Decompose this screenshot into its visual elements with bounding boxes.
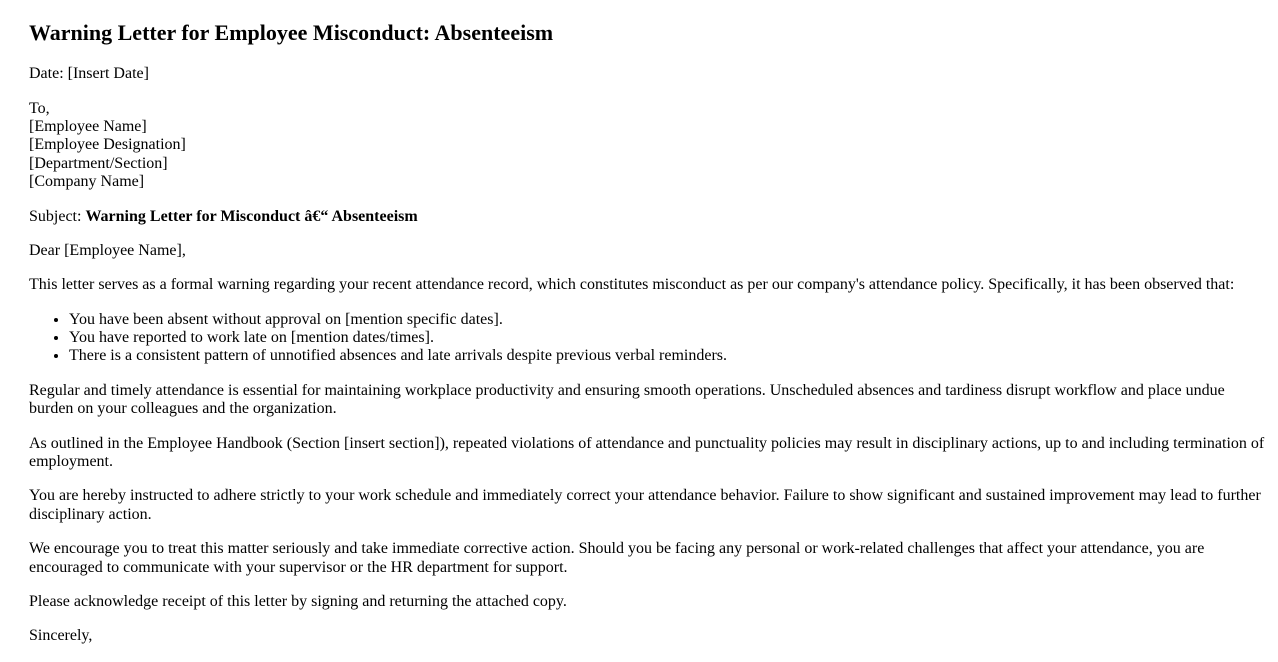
date-line: Date: [Insert Date]: [29, 65, 149, 83]
bullet-item-absent: • You have been absent without approval on [mention specific dates].: [69, 311, 1266, 329]
bullet-item-late: • You have reported to work late on [mention dates/times].: [69, 329, 1266, 347]
document-page: [29, 21, 1266, 646]
paragraph-attendance-importance: Regular and timely attendance is essential for maintaining workplace productivity and ensuring smooth operations. Unscheduled absences and tardiness disrupt workflow and place undue burden on your colleagues and the organization.: [29, 381, 1225, 418]
subject-label: Subject:: [29, 207, 86, 225]
paragraph-encouragement: We encourage you to treat this matter seriously and take immediate corrective action. Should you be facing any personal or work-related challenges that affect your attendance, you are encouraged to communicate with your supervisor or the HR department for support.: [29, 540, 1205, 576]
recipient-line-to: To,: [29, 99, 50, 117]
recipient-block: [29, 100, 1266, 192]
recipient-line-name: [Employee Name]: [29, 117, 147, 135]
recipient-line-designation: [Employee Designation]: [29, 136, 186, 154]
paragraph-acknowledge: Please acknowledge receipt of this letter by signing and returning the attached copy.: [29, 593, 567, 610]
recipient-line-department: [Department/Section]: [29, 154, 168, 172]
recipient-line-company: [Company Name]: [29, 173, 145, 191]
intro-paragraph: This letter serves as a formal warning regarding your recent attendance record, which constitutes misconduct as per our company's attendance policy. Specifically, it has been observed that:: [29, 276, 1235, 294]
subject-text: Warning Letter for Misconduct â€“ Absenteeism: [85, 207, 418, 225]
bullet-item-pattern: • There is a consistent pattern of unnotified absences and late arrivals despite previous verbal reminders.: [69, 347, 1266, 365]
paragraph-instruction: You are hereby instructed to adhere strictly to your work schedule and immediately correct your attendance behavior. Failure to show significant and sustained improvement may lead to further disciplinary action.: [29, 487, 1261, 523]
paragraph-handbook-policy: As outlined in the Employee Handbook (Section [insert section]), repeated violations of attendance and punctuality policies may result in disciplinary actions, up to and including termination of employment.: [29, 434, 1265, 471]
closing-line: Sincerely,: [29, 627, 93, 645]
salutation: Dear [Employee Name],: [29, 241, 186, 259]
document-title: Warning Letter for Employee Misconduct: Absenteeism: [29, 20, 554, 45]
misconduct-bullet-list: [29, 311, 1266, 366]
subject-line: [29, 208, 1266, 226]
